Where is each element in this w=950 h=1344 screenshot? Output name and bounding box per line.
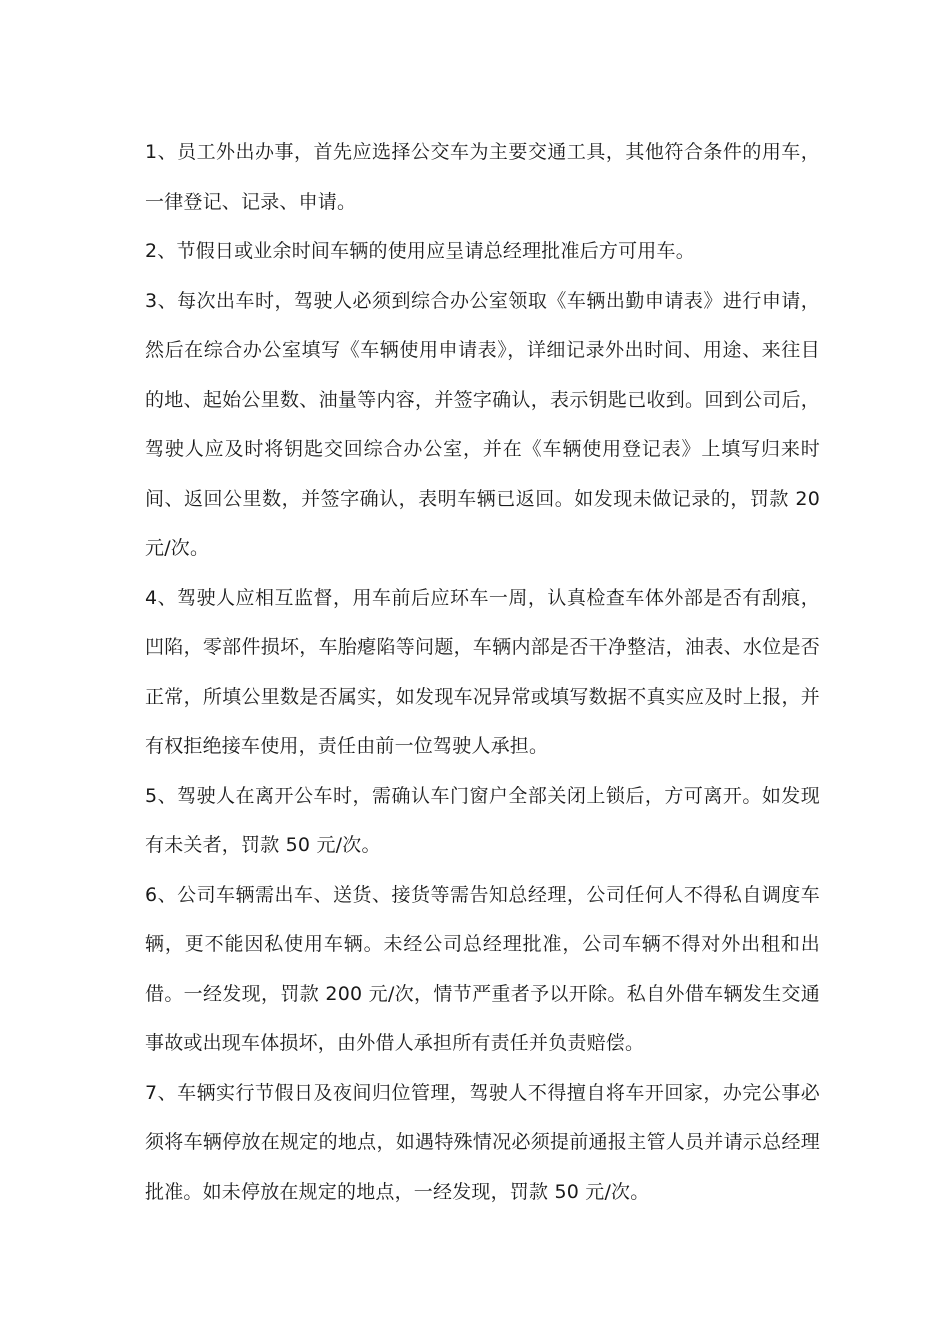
document-body: [145, 128, 820, 1217]
rule-paragraph-5: 5、驾驶人在离开公车时，需确认车门窗户全部关闭上锁后，方可离开。如发现有未关者，罚款 50 元/次。: [145, 784, 820, 856]
rule-paragraph-6: 6、公司车辆需出车、送货、接货等需告知总经理，公司任何人不得私自调度车辆，更不能因私使用车辆。未经公司总经理批准，公司车辆不得对外出租和出借。一经发现，罚款 200 元/次，情节严重者予以开除。私自外借车辆发生交通事故或出现车体损坏，由外借人承担所有责任并负责赔偿。: [145, 883, 820, 1054]
rule-paragraph-1: 1、员工外出办事，首先应选择公交车为主要交通工具，其他符合条件的用车，一律登记、记录、申请。: [145, 141, 820, 213]
rule-paragraph-3: 3、每次出车时，驾驶人必须到综合办公室领取《车辆出勤申请表》进行申请，然后在综合办公室填写《车辆使用申请表》，详细记录外出时间、用途、来往目的地、起始公里数、油量等内容，并签字确认，表示钥匙已收到。回到公司后，驾驶人应及时将钥匙交回综合办公室，并在《车辆使用登记表》上填写归来时间、返回公里数，并签字确认，表明车辆已返回。如发现未做记录的，罚款 20 元/次。: [145, 289, 820, 559]
rule-paragraph-7: 7、车辆实行节假日及夜间归位管理，驾驶人不得擅自将车开回家，办完公事必须将车辆停放在规定的地点，如遇特殊情况必须提前通报主管人员并请示总经理批准。如未停放在规定的地点，一经发现，罚款 50 元/次。: [145, 1081, 820, 1203]
rule-paragraph-4: 4、驾驶人应相互监督，用车前后应环车一周，认真检查车体外部是否有刮痕，凹陷，零部件损坏，车胎瘪陷等问题，车辆内部是否干净整洁，油表、水位是否正常，所填公里数是否属实，如发现车况异常或填写数据不真实应及时上报，并有权拒绝接车使用，责任由前一位驾驶人承担。: [145, 586, 820, 757]
rule-paragraph-2: 2、节假日或业余时间车辆的使用应呈请总经理批准后方可用车。: [145, 240, 695, 262]
